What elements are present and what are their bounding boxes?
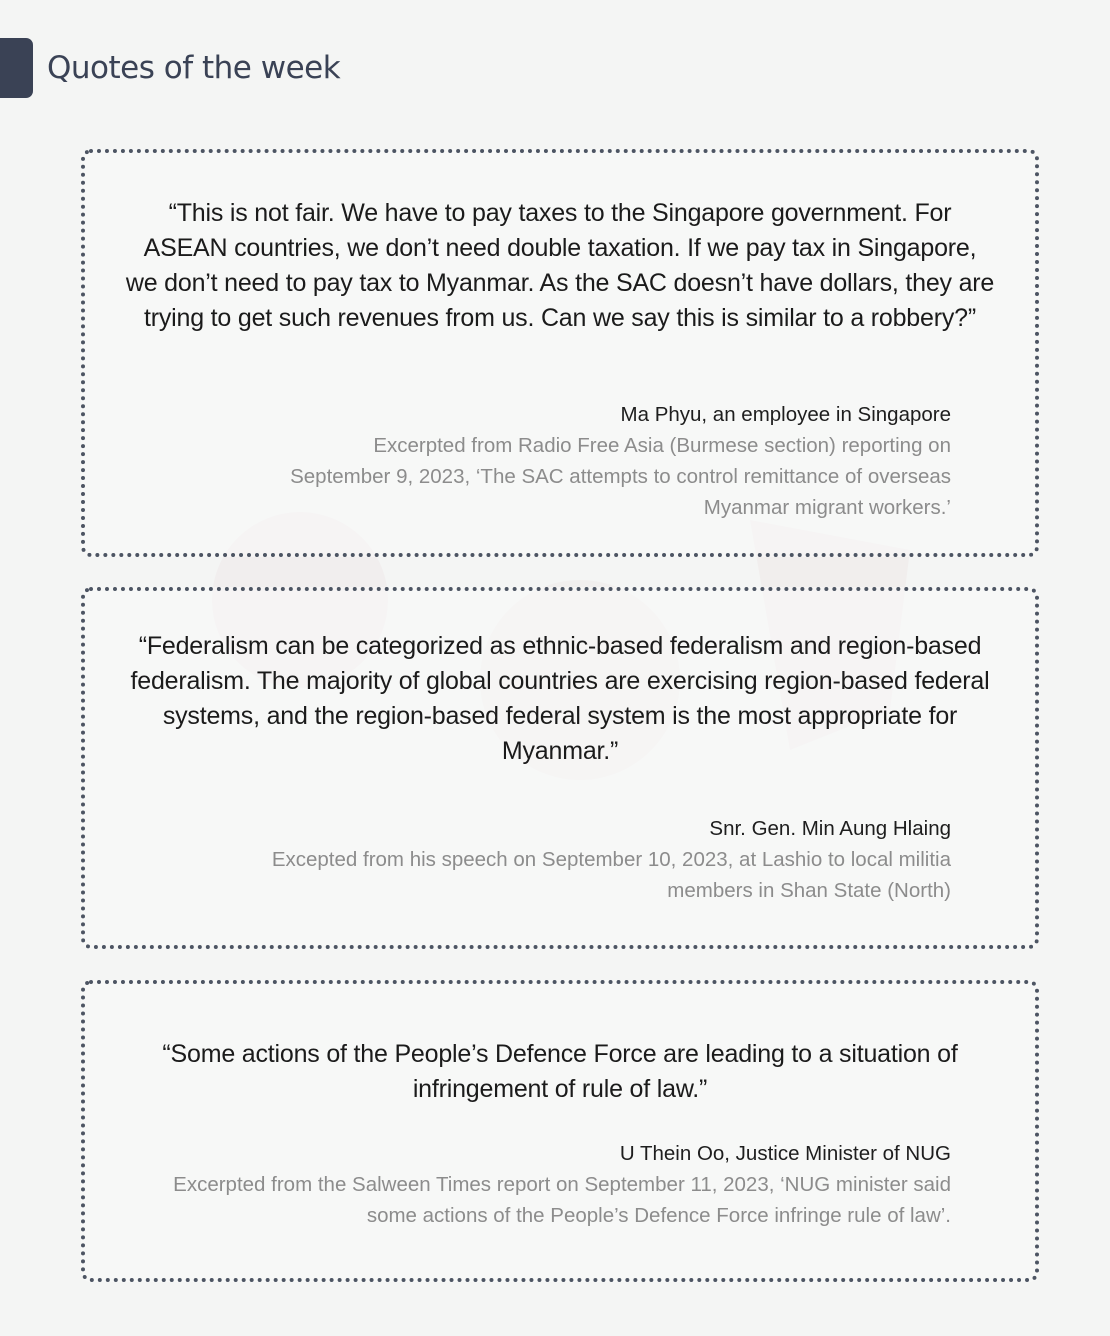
quote-text: “Some actions of the People’s Defence Force are leading to a situation of infringement of rule of law.” [162, 1040, 958, 1103]
quote-attribution [131, 1138, 951, 1231]
quote-card [81, 980, 1039, 1282]
quote-attribution [231, 813, 951, 906]
quote-text: “This is not fair. We have to pay taxes to the Singapore government. For ASEAN countries, we don’t need double taxation. If we pay tax in Singapore, we don’t need to pay tax to Myanmar. As the SAC doesn’t have dollars, they are trying to get such revenues from us. Can we say this is similar to a robbery?” [125, 199, 995, 332]
quote-attribution [271, 399, 951, 523]
quote-text: “Federalism can be categorized as ethnic-based federalism and region-based federalism. The majority of global countries are exercising region-based federal systems, and the region-based federal system is the most appropriate for Myanmar.” [130, 632, 990, 765]
quote-card [81, 587, 1039, 949]
quote-source: Excepted from his speech on September 10, 2023, at Lashio to local militia members in Shan State (North) [271, 848, 951, 902]
section-marker [0, 38, 33, 98]
quote-speaker: Ma Phyu, an employee in Singapore [620, 403, 951, 426]
quote-source: Excerpted from Radio Free Asia (Burmese section) reporting on September 9, 2023, ‘The SAC attempts to control remittance of overseas Myanmar migrant workers.’ [290, 434, 951, 519]
quote-card [81, 149, 1039, 557]
quote-speaker: Snr. Gen. Min Aung Hlaing [709, 817, 951, 840]
quote-speaker: U Thein Oo, Justice Minister of NUG [619, 1142, 951, 1165]
quote-source: Excerpted from the Salween Times report on September 11, 2023, ‘NUG minister said some actions of the People’s Defence Force infringe rule of law’. [173, 1173, 951, 1227]
page-title: Quotes of the week [47, 50, 341, 86]
